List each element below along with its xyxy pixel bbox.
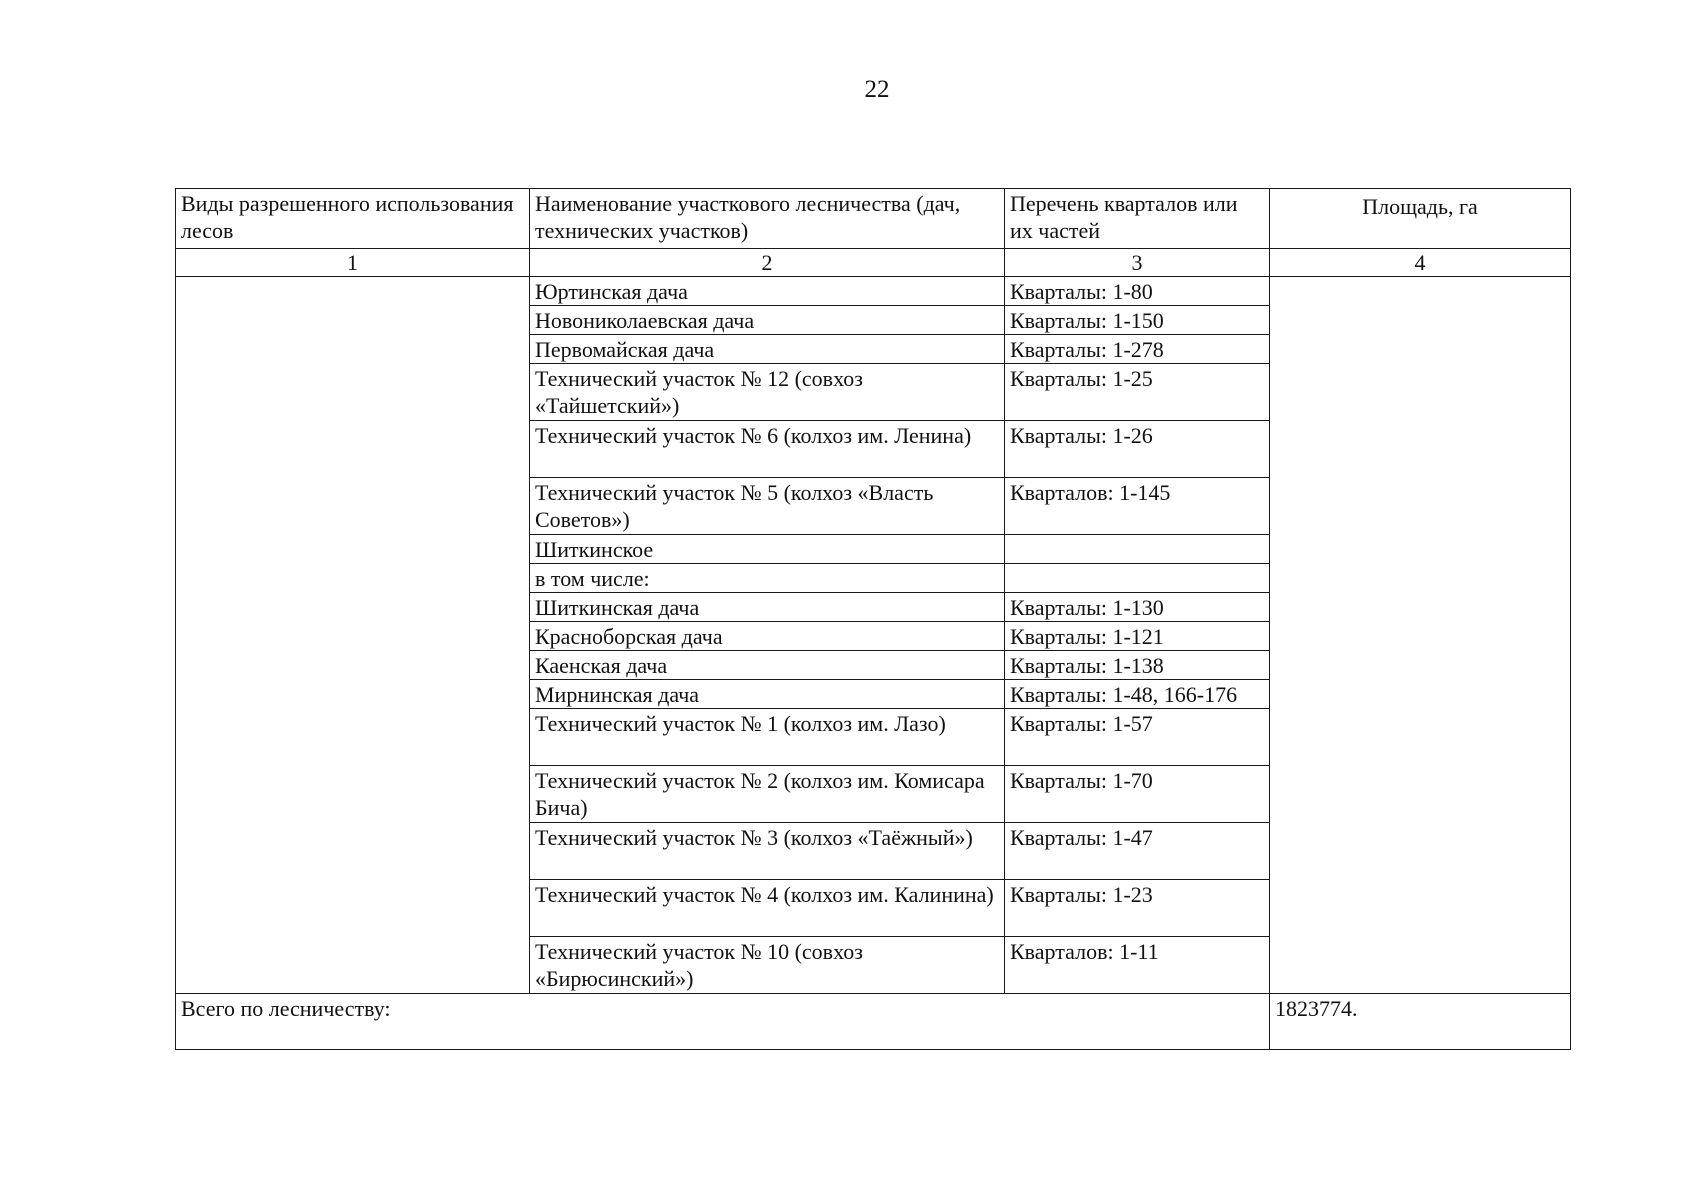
forestry-name-cell: Шиткинское	[530, 535, 1005, 564]
quarters-cell: Кварталы: 1-80	[1005, 277, 1270, 306]
forestry-name-cell: Новониколаевская дача	[530, 306, 1005, 335]
quarters-cell: Кварталов: 1-145	[1005, 478, 1270, 535]
forestry-name-cell: в том числе:	[530, 564, 1005, 593]
header-quarters-list: Перечень кварталов или их частей	[1005, 189, 1270, 249]
total-row	[176, 994, 1571, 1050]
forestry-name-cell: Мирнинская дача	[530, 680, 1005, 709]
quarters-cell: Кварталы: 1-57	[1005, 709, 1270, 766]
forestry-name-cell: Каенская дача	[530, 651, 1005, 680]
total-area: 1823774.	[1270, 994, 1571, 1050]
quarters-cell: Кварталы: 1-121	[1005, 622, 1270, 651]
quarters-cell: Кварталы: 1-23	[1005, 880, 1270, 937]
quarters-cell: Кварталы: 1-130	[1005, 593, 1270, 622]
quarters-cell: Кварталы: 1-47	[1005, 823, 1270, 880]
table-header-row	[176, 189, 1571, 249]
column-number: 2	[530, 249, 1005, 277]
forestry-name-cell: Юртинская дача	[530, 277, 1005, 306]
quarters-cell: Кварталы: 1-70	[1005, 766, 1270, 823]
header-usage-type: Виды разрешенного использования лесов	[176, 189, 530, 249]
forestry-name-cell: Технический участок № 10 (совхоз «Бирюсинский»)	[530, 937, 1005, 994]
table-row	[176, 277, 1571, 306]
forestry-name-cell: Технический участок № 2 (колхоз им. Комисара Бича)	[530, 766, 1005, 823]
forestry-name-cell: Технический участок № 4 (колхоз им. Калинина)	[530, 880, 1005, 937]
column-number: 3	[1005, 249, 1270, 277]
quarters-cell: Кварталы: 1-278	[1005, 335, 1270, 364]
quarters-cell: Кварталы: 1-150	[1005, 306, 1270, 335]
quarters-cell	[1005, 535, 1270, 564]
forestry-table	[175, 188, 1571, 1050]
forestry-name-cell: Технический участок № 12 (совхоз «Тайшетский»)	[530, 364, 1005, 421]
quarters-cell: Кварталы: 1-138	[1005, 651, 1270, 680]
forestry-name-cell: Шиткинская дача	[530, 593, 1005, 622]
quarters-cell	[1005, 564, 1270, 593]
quarters-cell: Кварталы: 1-25	[1005, 364, 1270, 421]
forestry-name-cell: Первомайская дача	[530, 335, 1005, 364]
page-number: 22	[864, 76, 890, 103]
quarters-cell: Кварталов: 1-11	[1005, 937, 1270, 994]
header-area: Площадь, га	[1270, 189, 1571, 249]
header-forestry-name: Наименование участкового лесничества (дач, технических участков)	[530, 189, 1005, 249]
forestry-name-cell: Технический участок № 3 (колхоз «Таёжный»)	[530, 823, 1005, 880]
column-number: 1	[176, 249, 530, 277]
forestry-name-cell: Красноборская дача	[530, 622, 1005, 651]
total-label: Всего по лесничеству:	[176, 994, 1270, 1050]
forestry-name-cell: Технический участок № 1 (колхоз им. Лазо)	[530, 709, 1005, 766]
column-number-row	[176, 249, 1571, 277]
forestry-name-cell: Технический участок № 6 (колхоз им. Ленина)	[530, 421, 1005, 478]
usage-type-cell	[176, 277, 530, 994]
area-cell	[1270, 277, 1571, 994]
forestry-name-cell: Технический участок № 5 (колхоз «Власть Советов»)	[530, 478, 1005, 535]
column-number: 4	[1270, 249, 1571, 277]
quarters-cell: Кварталы: 1-48, 166-176	[1005, 680, 1270, 709]
quarters-cell: Кварталы: 1-26	[1005, 421, 1270, 478]
